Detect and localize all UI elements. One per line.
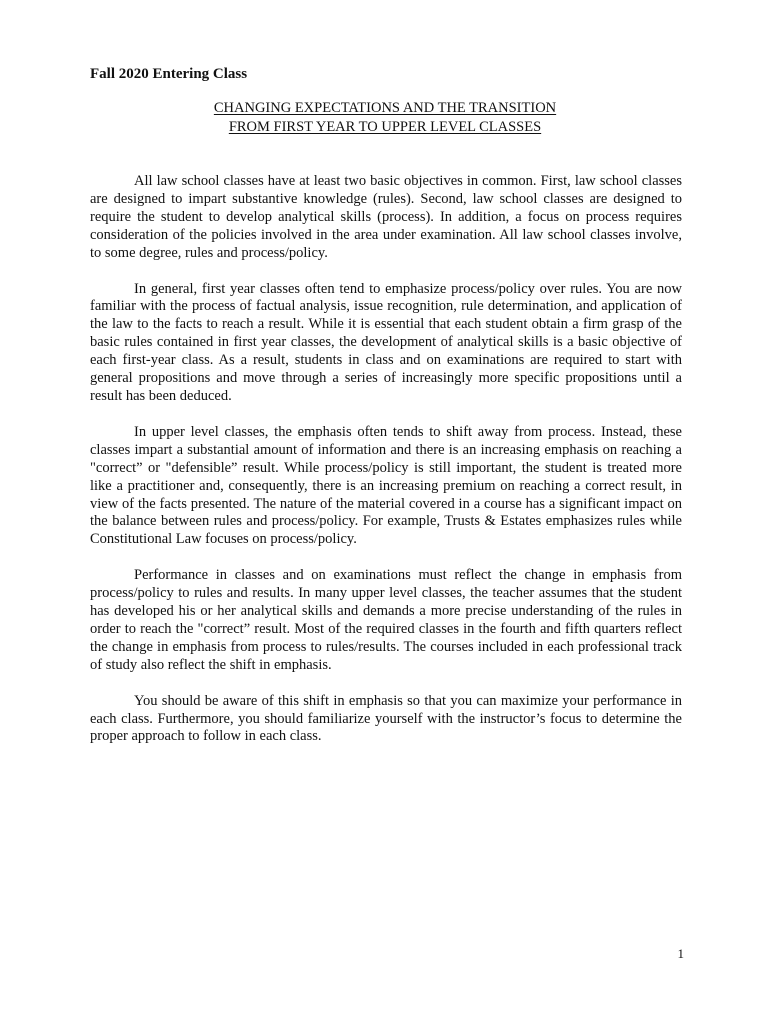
paragraph-3: In upper level classes, the emphasis often tends to shift away from process. Instead, these classes impart a substantial amount of information and there is an increasing emphasis on reaching a "correct” or "defensible” result. While process/policy is still important, the student is treated more like a practitioner and, consequently, there is an increasing premium on reaching a correct result, in view of the facts presented. The nature of the material covered in a course has a significant impact on the balance between rules and process/policy. For example, Trusts & Estates emphasizes rules while Constitutional Law focuses on process/policy. [90, 423, 682, 548]
document-title [90, 99, 680, 137]
paragraph-4: Performance in classes and on examinations must reflect the change in emphasis from process/policy to rules and results. In many upper level classes, the teacher assumes that the student has developed his or her analytical skills and demands a more precise understanding of the rules in order to reach the "correct” result. Most of the required classes in the fourth and fifth quarters reflect the change in emphasis from process to rules/results. The courses included in each professional track of study also reflect the shift in emphasis. [90, 567, 682, 673]
paragraph-1: All law school classes have at least two basic objectives in common. First, law school classes are designed to impart substantive knowledge (rules). Second, law school classes are designed to require the student to develop analytical skills (process). In addition, a focus on process requires consideration of the policies involved in the area under examination. All law school classes involve, to some degree, rules and process/policy. [90, 173, 682, 261]
paragraph-2: In general, first year classes often tend to emphasize process/policy over rules. You are now familiar with the process of factual analysis, issue recognition, rule determination, and application of the law to the facts to reach a result. While it is essential that each student obtain a firm grasp of the basic rules contained in first year classes, the development of analytical skills is a basic objective of each first-year class. As a result, students in class and on examinations are required to start with general propositions and move through a series of increasingly more specific propositions until a result has been deduced. [90, 280, 682, 404]
title-line-1: CHANGING EXPECTATIONS AND THE TRANSITION [213, 100, 557, 116]
paragraph-5: You should be aware of this shift in emphasis so that you can maximize your performance in each class. Furthermore, you should familiarize yourself with the instructor’s focus to determine the proper approach to follow in each class. [90, 692, 682, 745]
title-line-2: FROM FIRST YEAR TO UPPER LEVEL CLASSES [228, 119, 542, 135]
page-number: 1 [677, 946, 684, 961]
header-label: Fall 2020 Entering Class [90, 66, 248, 82]
body-text [90, 173, 682, 764]
